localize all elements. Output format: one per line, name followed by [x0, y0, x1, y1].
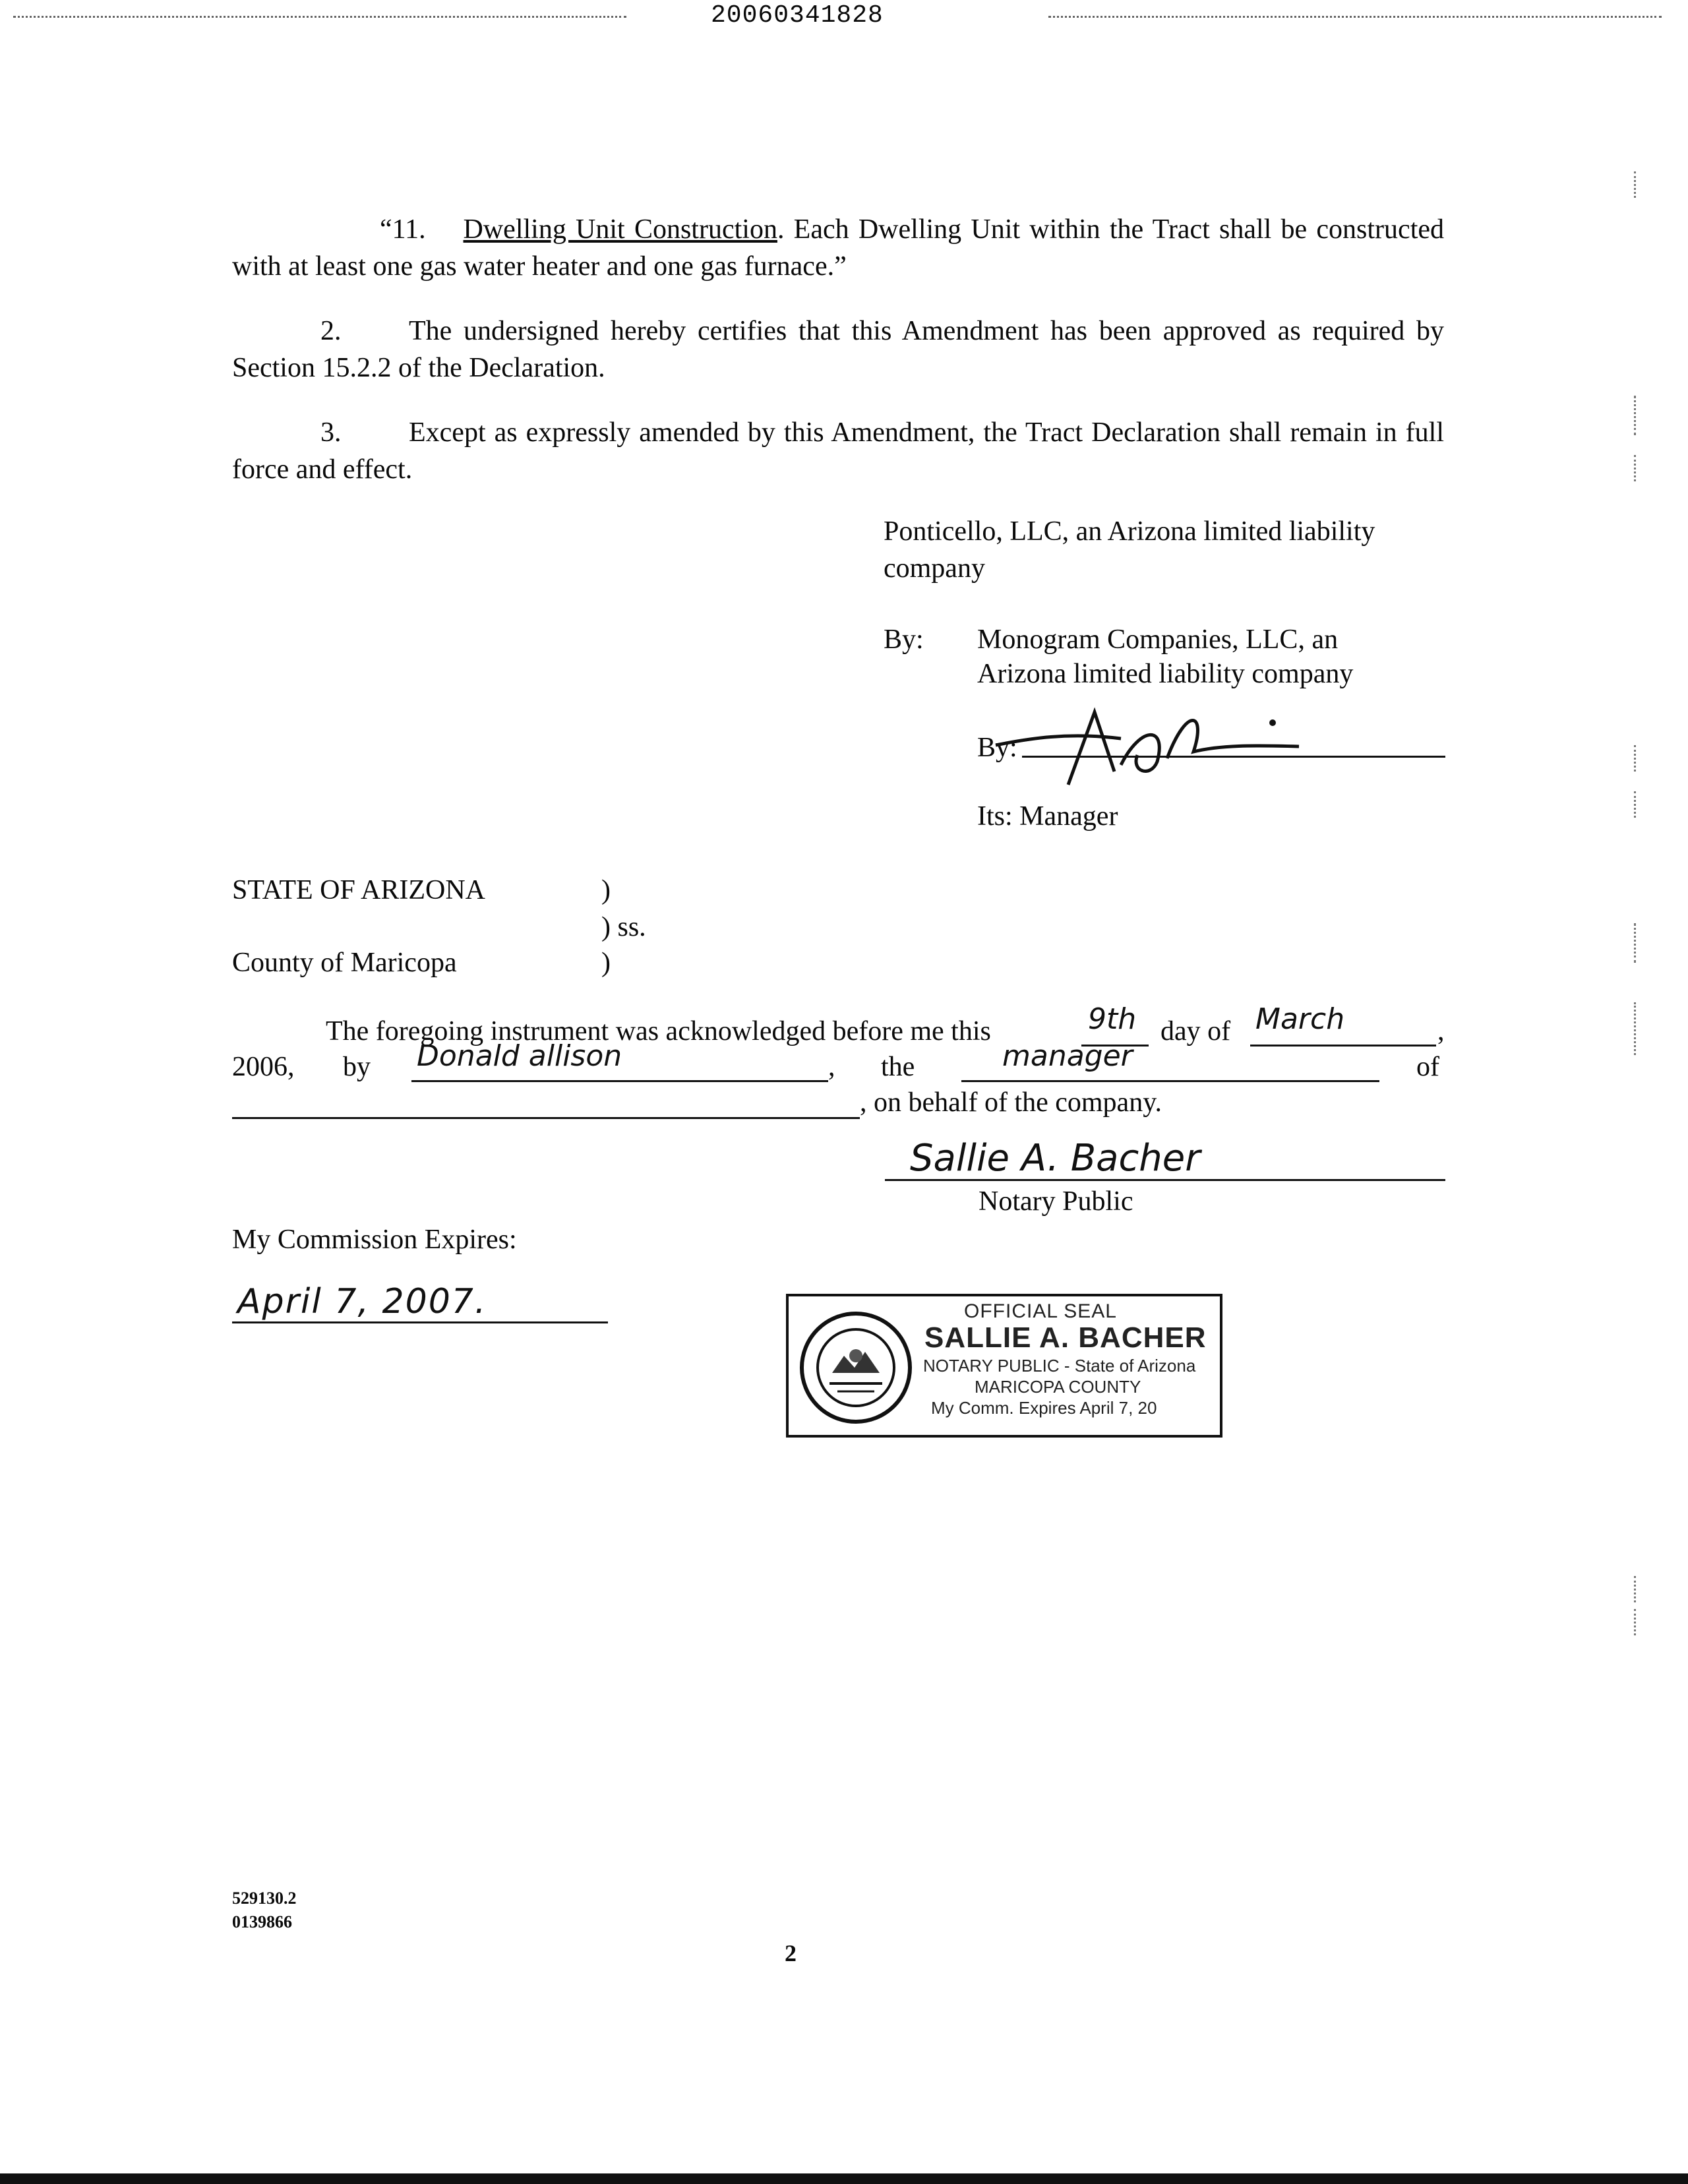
scan-mark	[1634, 396, 1639, 435]
by-entity-line2: Arizona limited liability company	[977, 659, 1354, 689]
ack-behalf: , on behalf of the company.	[860, 1087, 1162, 1118]
paragraph-11-text: . Each Dwelling Unit within the Tract shall be constructed with at least one gas water heater and one gas furnace.”	[232, 214, 1445, 282]
paragraph-2-text: The undersigned hereby certifies that this Amendment has been approved as required by Section 15.2.2 of the Declaration.	[232, 316, 1444, 383]
ack-comma: ,	[1437, 1016, 1445, 1046]
ack-year: 2006,	[232, 1052, 295, 1082]
scan-mark	[1634, 455, 1639, 481]
paragraph-3	[232, 414, 1444, 488]
ack-of: of	[1416, 1052, 1439, 1082]
scan-mark	[1634, 1002, 1639, 1055]
commission-label: My Commission Expires:	[232, 1225, 517, 1255]
by-entity-line1: Monogram Companies, LLC, an	[977, 624, 1339, 655]
paragraph-2-number: 2.	[320, 316, 342, 346]
seal-line-3: NOTARY PUBLIC - State of Arizona	[923, 1356, 1196, 1376]
scan-mark	[1634, 1609, 1639, 1635]
scan-noise-left	[13, 16, 626, 26]
document-number: 20060341828	[711, 1, 884, 30]
scan-mark	[1634, 791, 1639, 818]
manager-signature	[989, 699, 1332, 798]
scan-mark	[1634, 745, 1639, 772]
manager-signature-line	[1022, 756, 1445, 758]
scan-mark	[1634, 1576, 1639, 1602]
seal-line-1: OFFICIAL SEAL	[964, 1300, 1117, 1322]
venue-ss: ) ss.	[601, 912, 646, 942]
ack-by: by	[343, 1052, 371, 1082]
ack-day-handwritten: 9th	[1088, 1002, 1137, 1036]
ack-day-of: day of	[1160, 1016, 1231, 1046]
ack-the: the	[881, 1052, 915, 1082]
seal-line-4: MARICOPA COUNTY	[975, 1377, 1141, 1397]
commission-date-line	[232, 1321, 608, 1323]
ack-name-handwritten: Donald allison	[417, 1039, 622, 1073]
venue-county: County of Maricopa	[232, 948, 457, 978]
ack-comma-2: ,	[828, 1052, 835, 1082]
paragraph-11	[232, 211, 1444, 285]
by-label: By:	[884, 624, 924, 655]
page-number: 2	[785, 1940, 797, 1966]
paragraph-11-number: “11.	[380, 214, 426, 245]
commission-date-handwritten: April 7, 2007.	[237, 1282, 487, 1321]
footer-code-2: 0139866	[232, 1912, 292, 1931]
seal-line-5: My Comm. Expires April 7, 20	[931, 1398, 1157, 1418]
scan-mark	[1634, 171, 1639, 198]
ack-month-handwritten: March	[1255, 1002, 1345, 1036]
by2-label: By:	[977, 733, 1017, 763]
notary-seal-stamp	[786, 1294, 1222, 1438]
scan-edge-bar	[0, 2173, 1688, 2184]
ack-name-line	[411, 1080, 828, 1082]
ack-title-line	[961, 1080, 1379, 1082]
scan-mark	[1634, 923, 1639, 963]
notary-signature-handwritten: Sallie A. Bacher	[910, 1137, 1201, 1180]
paragraph-3-text: Except as expressly amended by this Amendment, the Tract Declaration shall remain in full force and effect.	[232, 417, 1444, 485]
company-name-line2: company	[884, 553, 985, 584]
paragraph-2	[232, 313, 1444, 386]
paragraph-3-number: 3.	[320, 417, 342, 448]
ack-title-handwritten: manager	[1002, 1039, 1133, 1073]
venue-paren-3: )	[601, 948, 611, 978]
arizona-state-seal-icon	[798, 1310, 914, 1426]
venue-paren-1: )	[601, 875, 611, 905]
ack-company-line	[232, 1117, 860, 1119]
its-title: Its: Manager	[977, 801, 1118, 832]
venue-state: STATE OF ARIZONA	[232, 875, 485, 905]
notary-signature-line	[885, 1179, 1445, 1181]
notary-label: Notary Public	[979, 1186, 1133, 1217]
scan-noise-right	[1048, 16, 1662, 26]
company-name-line1: Ponticello, LLC, an Arizona limited liability	[884, 516, 1375, 547]
seal-line-2: SALLIE A. BACHER	[924, 1321, 1207, 1354]
footer-code-1: 529130.2	[232, 1889, 297, 1908]
paragraph-11-title: Dwelling Unit Construction	[463, 214, 777, 245]
ack-month-line	[1250, 1045, 1436, 1046]
ack-text-start: The foregoing instrument was acknowledged before me this	[326, 1016, 991, 1046]
